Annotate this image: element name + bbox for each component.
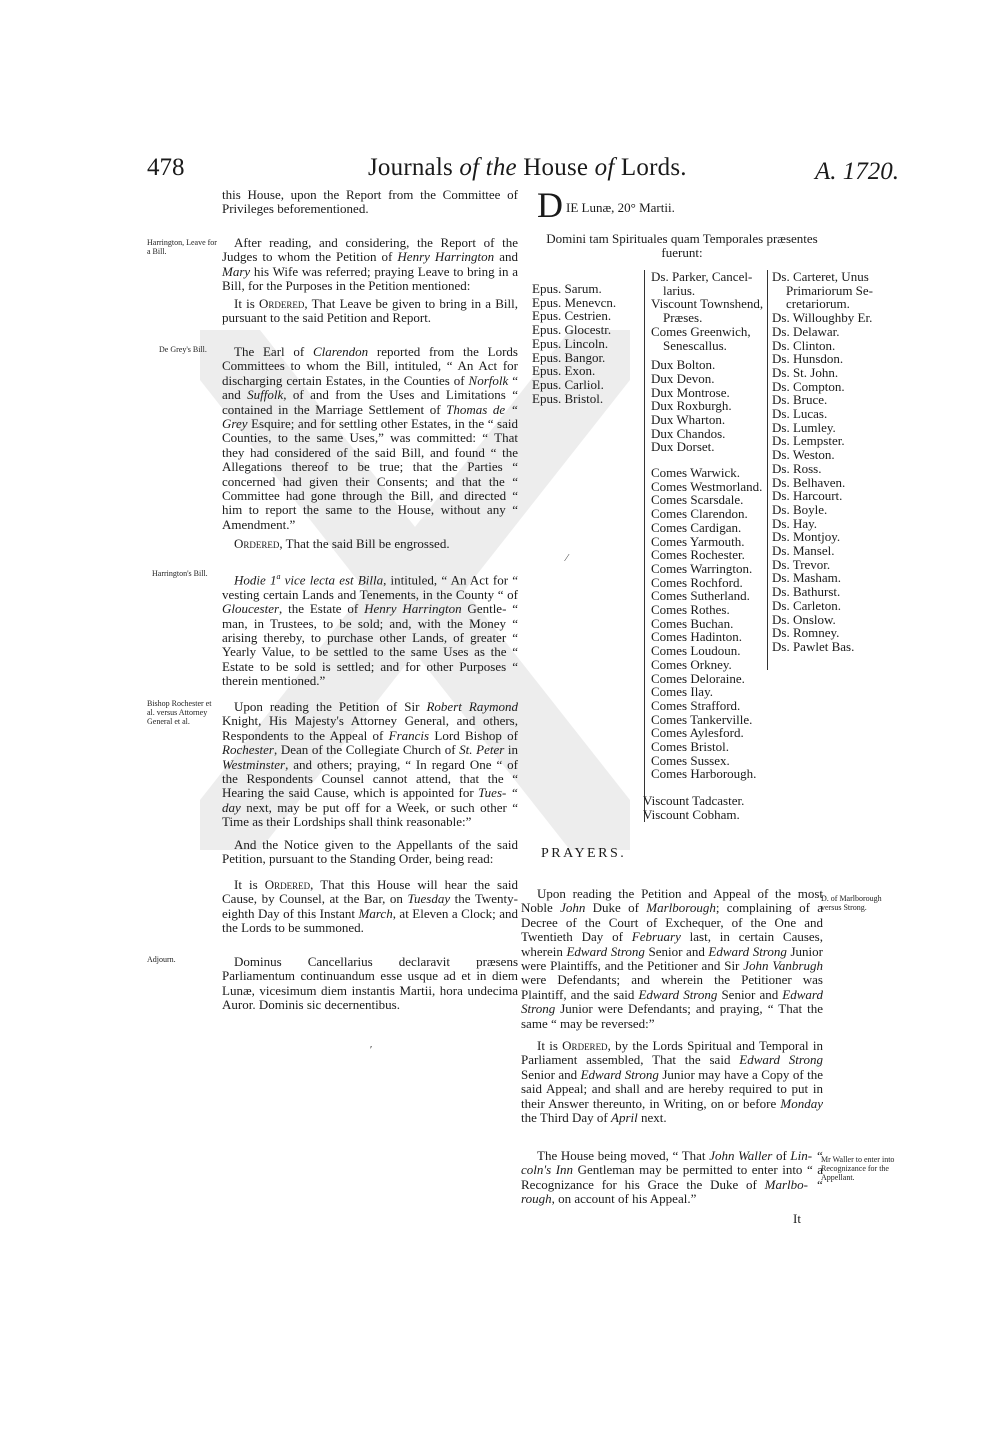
paragraph-copy-ordered: It is Ordered, by the Lords Spiritual and Temporal in Parliament assembled, That the said Edward Strong Senior and Edward Strong Junior may have a Copy of the said Appeal; and shall and are hereby required to put in their Answer thereunto, in Writing, on or before Monday the Third Day of April next. [521, 1038, 823, 1126]
list-item: Senescallus. [663, 337, 727, 353]
list-item: Comes Greenwich, [651, 323, 751, 339]
list-item: Ds. Onslow. [772, 611, 836, 627]
paragraph-harrington-report: After reading, and considering, the Report of the Judges to whom the Petition of Henry Harrington and Mary his Wife was referred; praying Leave to bring in a Bill, for the Purposes in the Petition mentioned: [222, 235, 518, 294]
list-item: Dux Bolton. [651, 357, 716, 373]
list-item: Comes Aylesford. [651, 725, 744, 741]
margin-note-harrington-bill: Harrington's Bill. [152, 569, 208, 578]
column-rule [644, 270, 645, 822]
list-item: Ds. Trevor. [772, 556, 831, 572]
list-item: Ds. Weston. [772, 447, 835, 463]
list-item: Comes Warrington. [651, 560, 753, 576]
page-number: 478 [147, 154, 185, 181]
paragraph-marlborough-appeal: Upon reading the Petition and Appeal of the most Noble John Duke of Marlborough; complaining of a Decree of the Court of Exchequer, of the One and Twentieth Day of February last, in certain Causes, wherein Edward Strong Senior and Edward Strong Junior were Plaintiffs, and the Petitioner and Sir John Vanbrugh were Defendants; and wherein the Petitioner was Plaintiff, and the said Edward Strong Senior and Edward Strong Junior were Defendants; and praying, “ That the same “ may be reversed:” [521, 886, 823, 1031]
list-item: Comes Sutherland. [651, 588, 750, 604]
column-rule [767, 270, 768, 670]
list-item: Ds. Hay. [772, 515, 818, 531]
paragraph-harrington-bill: Hodie 1$^a$ vice lecta est Billa, intituled, “ An Act for “ vesting certain Lands and Tenements, in the County “ of Gloucester, the Estate of Henry Harrington Gentle- “ man, in Trustees, to be sold; and, with the Money “ arising thereby, to purchase other Lands, of greater “ Yearly Value, to be settled to the same Uses as the “ Estate to be sold is settled; and for other Purposes “ therein mentioned.” [222, 572, 518, 689]
paragraph-hearing-ordered: It is Ordered, That this House will hear the said Cause, by Counsel, at the Bar, on Tuesday the Twenty-eighth Day of this Instant March, at Eleven a Clock; and the Lords to be summoned. [222, 877, 519, 936]
list-item: Ds. Compton. [772, 378, 845, 394]
margin-note-harrington-leave: Harrington, Leave for a Bill. [147, 238, 217, 256]
list-item: Ds. Lucas. [772, 406, 828, 422]
list-item: Dux Chandos. [651, 425, 726, 441]
list-item: Comes Rochester. [651, 547, 745, 563]
margin-note-de-grey: De Grey's Bill. [159, 345, 207, 354]
list-item: Comes Sussex. [651, 752, 730, 768]
list-bishops [532, 282, 616, 405]
list-item: Comes Orkney. [651, 656, 732, 672]
paragraph-adjourn: Dominus Cancellarius declaravit præsens Parliamentum continuandum esse usque ad et in diem Lunæ, vicesimum diem instantis Martii, hora undecima Auror. Dominis sic decernentibus. [222, 954, 518, 1013]
list-item: Dux Roxburgh. [651, 398, 732, 414]
margin-note-waller: Mr Waller to enter into Recognizance for the Appellant. [821, 1155, 895, 1182]
list-item: Præses. [663, 310, 703, 326]
list-item: Comes Harborough. [651, 766, 757, 782]
list-officers-dukes [651, 270, 763, 454]
list-item: Dux Wharton. [651, 412, 726, 428]
list-item: Comes Yarmouth. [651, 533, 745, 549]
list-item: Comes Tankerville. [651, 711, 753, 727]
list-item: Epus. Exon. [532, 363, 596, 379]
list-item: Comes Rochford. [651, 574, 743, 590]
list-viscounts [643, 794, 744, 821]
list-item: Epus. Bristol. [532, 390, 604, 406]
list-item: Epus. Menevcn. [532, 294, 617, 310]
list-item: Ds. Carteret, Unus [772, 269, 869, 284]
list-item: Ds. Ross. [772, 460, 822, 476]
year-label: A. 1720. [815, 158, 900, 185]
margin-note-adjourn: Adjourn. [147, 955, 176, 964]
list-item: Ds. Willoughby Er. [772, 310, 873, 326]
catchword: It [793, 1211, 801, 1226]
paragraph-leave-ordered: It is Ordered, That Leave be given to bring in a Bill, pursuant to the said Petition and Report. [222, 296, 518, 326]
list-item: Ds. Boyle. [772, 501, 828, 517]
paragraph-waller-motion: The House being moved, “ That John Waller of Lin- “ coln's Inn Gentleman may be permitted to enter into “ a Recognizance for his Grace the Duke of Marlbo- “ rough, on account of his Appeal.” [521, 1148, 823, 1207]
list-item: Ds. Masham. [772, 570, 841, 586]
paragraph-notice: And the Notice given to the Appellants of the said Petition, pursuant to the Standing Order, being read: [222, 837, 518, 867]
list-item: Dux Dorset. [651, 439, 715, 455]
stray-mark: ⁄ [566, 553, 568, 564]
list-item: Ds. Hunsdon. [772, 351, 844, 367]
list-item: Ds. Delawar. [772, 323, 840, 339]
prayers-heading: PRAYERS. [541, 846, 627, 861]
list-item: Ds. Belhaven. [772, 474, 846, 490]
list-barons [772, 270, 873, 654]
domini-heading: Domini tam Spirituales quam Temporales præsentes fuerunt: [546, 231, 818, 261]
list-item: Ds. Mansel. [772, 543, 835, 559]
list-item: Comes Rothes. [651, 602, 730, 618]
list-item: Ds. Lumley. [772, 419, 836, 435]
list-item: Ds. Parker, Cancel- [651, 269, 753, 284]
list-item: Comes Strafford. [651, 697, 741, 713]
list-item: Ds. Lempster. [772, 433, 845, 449]
list-item: Comes Bristol. [651, 739, 730, 755]
list-item: Comes Deloraine. [651, 670, 745, 686]
list-item: Ds. St. John. [772, 364, 839, 380]
running-header [0, 150, 992, 190]
list-item: Comes Buchan. [651, 615, 734, 631]
list-item: Ds. Pawlet Bas. [772, 638, 855, 654]
list-item: Ds. Bruce. [772, 392, 828, 408]
list-item: Comes Clarendon. [651, 506, 748, 522]
stray-mark: ′ [370, 1045, 373, 1056]
list-item: Viscount Tadcaster. [643, 793, 745, 808]
running-title: Journals of the House of Lords. [368, 154, 687, 181]
list-item: Ds. Bathurst. [772, 584, 841, 600]
list-item: Comes Scarsdale. [651, 492, 744, 508]
list-item: cretariorum. [786, 296, 850, 312]
list-item: Comes Ilay. [651, 684, 713, 700]
list-item: Comes Cardigan. [651, 519, 742, 535]
list-item: Comes Warwick. [651, 465, 740, 480]
paragraph-engrossed: Ordered, That the said Bill be engrossed. [234, 536, 450, 551]
paragraph-de-grey-report: The Earl of Clarendon reported from the Lords Committees to whom the Bill, intituled, “ An Act for discharging certain Estates, in the Counties of Norfolk “ and Suffolk, of and from the Uses and Limitations “ contained in the Marriage Settlement of Thomas de “ Grey Esquire; and for settling other Estates, in the “ said Counties, to the same Uses,” was committed: “ That they had considered of the said Bill, and found “ the Allegations thereof to be true; that the Parties “ concerned had given their Consents; and that the “ Committee had gone through the Bill, and directed “ him to report the same to the House, without any “ Amendment.” [222, 344, 518, 532]
list-item: Viscount Townshend, [651, 296, 764, 312]
list-item: Comes Hadinton. [651, 629, 742, 645]
margin-note-bishop-rochester: Bishop Rochester et al. versus Attorney General et al. [147, 699, 212, 726]
list-item: Ds. Carleton. [772, 597, 841, 613]
list-item: Dux Devon. [651, 370, 715, 386]
list-item: Viscount Cobham. [643, 806, 740, 822]
list-item: Ds. Harcourt. [772, 488, 843, 504]
list-item: Epus. Carliol. [532, 376, 604, 392]
list-item: Comes Westmorland. [651, 478, 763, 494]
list-item: larius. [663, 282, 696, 298]
margin-note-marlborough: D. of Marlborough versus Strong. [821, 894, 882, 912]
list-earls [651, 466, 762, 781]
list-item: Epus. Bangor. [532, 349, 606, 365]
list-item: Ds. Montjoy. [772, 529, 841, 545]
list-item: Epus. Cestrien. [532, 308, 612, 324]
list-item: Dux Montrose. [651, 384, 730, 400]
list-item: Ds. Clinton. [772, 337, 836, 353]
list-item: Ds. Romney. [772, 625, 840, 641]
paragraph-raymond-petition: Upon reading the Petition of Sir Robert Raymond Knight, His Majesty's Attorney General, and others, Respondents to the Appeal of Francis Lord Bishop of Rochester, Dean of the Collegiate Church of St. Peter in Westminster, and others; praying, “ In regard One “ of the Respondents Counsel cannot attend, that the “ Hearing the said Cause, which is appointed for Tues- “ day next, may be put off for a Week, or such other “ Time as their Lordships shall think reasonable:” [222, 699, 519, 830]
list-item: Comes Loudoun. [651, 643, 741, 659]
list-item: Epus. Glocestr. [532, 322, 612, 338]
paragraph-privileges: this House, upon the Report from the Committee of Privileges beforementioned. [222, 187, 518, 217]
list-item: Epus. Lincoln. [532, 335, 609, 351]
list-item: Epus. Sarum. [532, 281, 602, 296]
die-heading: DIE Lunæ, 20° Martii. [537, 185, 675, 225]
list-item: Primariorum Se- [786, 282, 874, 298]
